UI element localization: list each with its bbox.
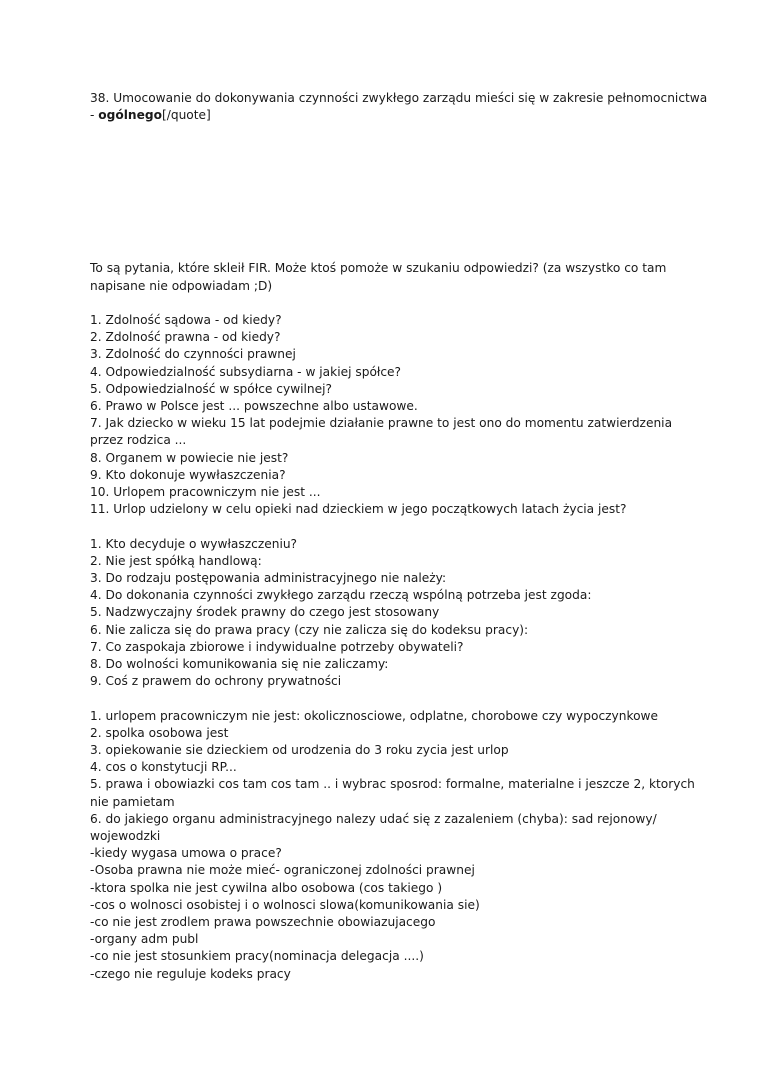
list-item: 9. Coś z prawem do ochrony prywatności [90, 674, 342, 689]
question-list-3 [90, 708, 695, 983]
list-item: 4. Do dokonania czynności zwykłego zarządu rzeczą wspólną potrzeba jest zgoda: [90, 588, 592, 603]
list-item: -co nie jest stosunkiem pracy(nominacja delegacja ....) [90, 949, 424, 964]
document-page [90, 90, 708, 983]
list-item: 6. do jakiego organu administracyjnego nalezy udać się z zazaleniem (chyba): sad rejonowy/ [90, 811, 657, 826]
list-item: 1. Zdolność sądowa - od kiedy? [90, 313, 282, 327]
question-list-2 [90, 536, 680, 691]
list-item: 3. Zdolność do czynności prawnej [90, 347, 296, 362]
list-item: 6. Prawo w Polsce jest ... powszechne albo ustawowe. [90, 399, 418, 414]
q38-line-1: 38. Umocowanie do dokonywania czynności zwykłego zarządu mieści się w zakresie pełnomocnictwa [90, 91, 708, 105]
list-item: przez rodzica ... [90, 433, 187, 448]
list-item: 3. opiekowanie sie dzieckiem od urodzenia do 3 roku zycia jest urlop [90, 743, 509, 758]
list-item: 9. Kto dokonuje wywłaszczenia? [90, 467, 286, 482]
list-item: 7. Co zaspokaja zbiorowe i indywidualne potrzeby obywateli? [90, 639, 464, 654]
list-item: 1. Kto decyduje o wywłaszczeniu? [90, 536, 298, 551]
list-item: 7. Jak dziecko w wieku 15 lat podejmie działanie prawne to jest ono do momentu zatwierdzenia [90, 416, 673, 431]
list-item: 4. cos o konstytucji RP... [90, 760, 237, 775]
list-item: 5. Nadzwyczajny środek prawny do czego jest stosowany [90, 605, 440, 620]
list-item: -co nie jest zrodlem prawa powszechnie obowiazujacego [90, 915, 436, 930]
q38-prefix: - [90, 108, 99, 123]
list-item: 5. Odpowiedzialność w spółce cywilnej? [90, 381, 333, 396]
list-item: -organy adm publ [90, 932, 199, 947]
list-item: 3. Do rodzaju postępowania administracyjnego nie należy: [90, 571, 447, 586]
list-item: 10. Urlopem pracowniczym nie jest ... [90, 485, 321, 500]
list-item: nie pamietam [90, 794, 175, 809]
q38-quote-tag: [/quote] [161, 108, 211, 123]
list-item: 2. Zdolność prawna - od kiedy? [90, 330, 281, 345]
list-item: 5. prawa i obowiazki cos tam cos tam .. i wybrac sposrod: formalne, materialne i jeszcze 2, ktorych [90, 777, 695, 792]
list-item: 11. Urlop udzielony w celu opieki nad dzieckiem w jego początkowych latach życia jest? [90, 502, 627, 517]
list-item: 6. Nie zalicza się do prawa pracy (czy nie zalicza się do kodeksu pracy): [90, 622, 529, 637]
list-item: -ktora spolka nie jest cywilna albo osobowa (cos takiego ) [90, 880, 443, 895]
list-item: -kiedy wygasa umowa o prace? [90, 846, 282, 861]
question-list-1 [90, 312, 680, 518]
list-item: 2. spolka osobowa jest [90, 725, 229, 740]
list-item: 8. Organem w powiecie nie jest? [90, 450, 289, 465]
list-item: 8. Do wolności komunikowania się nie zaliczamy: [90, 657, 389, 672]
list-item: 1. urlopem pracowniczym nie jest: okolicznosciowe, odplatne, chorobowe czy wypoczynkowe [90, 708, 659, 723]
list-item: wojewodzki [90, 829, 161, 844]
list-item: 2. Nie jest spółką handlową: [90, 553, 262, 568]
list-item: -cos o wolnosci osobistej i o wolnosci slowa(komunikowania sie) [90, 897, 480, 912]
q38-answer: ogólnego [98, 108, 162, 123]
blank-space [90, 124, 680, 260]
intro-paragraph-line-1: To są pytania, które skleił FIR. Może ktoś pomoże w szukaniu odpowiedzi? (za wszystko co tam [90, 261, 667, 276]
intro-paragraph-line-2: napisane nie odpowiadam ;D) [90, 278, 273, 293]
list-item: -czego nie reguluje kodeks pracy [90, 966, 291, 981]
q38-line-2 [90, 107, 680, 124]
list-item: -Osoba prawna nie może mieć- ograniczonej zdolności prawnej [90, 863, 475, 878]
list-item: 4. Odpowiedzialność subsydiarna - w jakiej spółce? [90, 364, 402, 379]
